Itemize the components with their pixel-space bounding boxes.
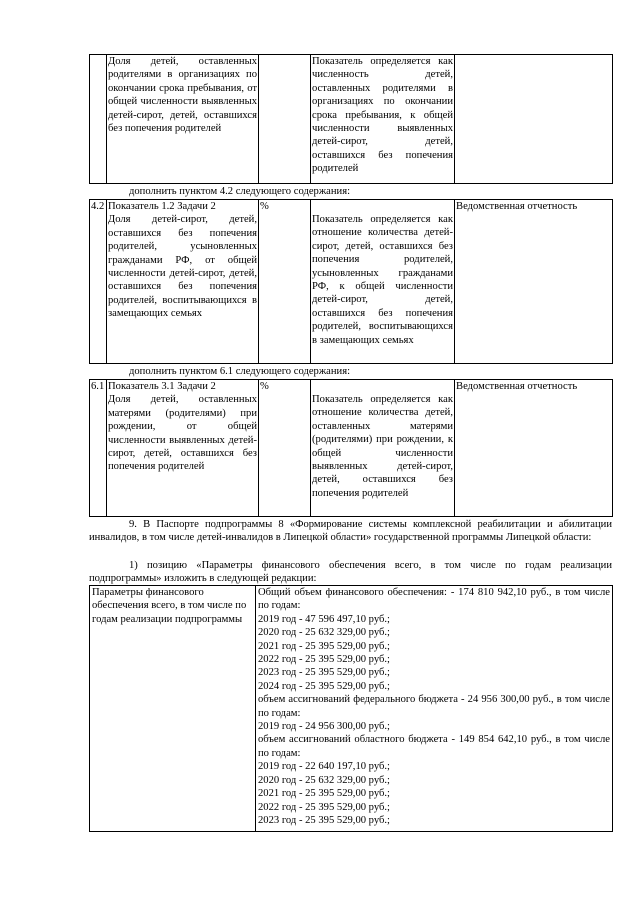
paragraph-9-1: 1) позицию «Параметры финансового обеспечения всего, в том числе по годам реализации подпрограммы» изложить в следующей редакции:: [89, 560, 612, 585]
financing-line: объем ассигнований областного бюджета - 149 854 642,10 руб., в том числе по годам:: [258, 734, 610, 759]
indicator-method: Показатель определяется как численность детей, оставленных родителями в организациях по окончании срока пребывания, к общей численности выявленных детей-сирот, детей, оставшихся без попечения родителей: [311, 55, 455, 184]
unit-cell: %: [259, 380, 311, 517]
financing-line: 2024 год - 25 395 529,00 руб.;: [258, 680, 390, 692]
financing-line: 2019 год - 47 596 497,10 руб.;: [258, 613, 390, 625]
indicator-6-1-table: [89, 379, 613, 517]
amendment-4-2: дополнить пунктом 4.2 следующего содержания:: [129, 186, 351, 197]
financing-line: 2019 год - 22 640 197,10 руб.;: [258, 761, 390, 773]
financing-line: 2022 год - 25 395 529,00 руб.;: [258, 654, 390, 666]
indicator-title: Показатель 1.2 Задачи 2: [108, 201, 216, 212]
financing-values: [256, 586, 613, 832]
indicators-table-continued: [89, 54, 613, 184]
indicator-cell: [107, 200, 259, 364]
indicator-description: Доля детей, оставленных родителями в организациях по окончании срока пребывания, от общей численности выявленных детей-сирот, детей, оставшихся без попечения родителей: [107, 55, 259, 184]
financing-line: объем ассигнований федерального бюджета - 24 956 300,00 руб., в том числе по годам:: [258, 694, 610, 719]
row-number: 4.2: [90, 200, 107, 364]
cell-num: [90, 55, 107, 184]
paragraph-9: 9. В Паспорте подпрограммы 8 «Формирование системы комплексной реабилитации и абилитации инвалидов, в том числе детей-инвалидов в Липецкой области» государственной программы Липецкой области:: [89, 519, 612, 544]
method-cell: [311, 380, 455, 517]
source-cell: Ведомственная отчетность: [455, 380, 613, 517]
financing-line: Общий объем финансового обеспечения: - 174 810 942,10 руб., в том числе по годам:: [258, 587, 610, 612]
financing-line: 2021 год - 25 395 529,00 руб.;: [258, 788, 390, 800]
cell-unit: [259, 55, 311, 184]
unit-cell: %: [259, 200, 311, 364]
financing-line: 2022 год - 25 395 529,00 руб.;: [258, 801, 390, 813]
amendment-6-1: дополнить пунктом 6.1 следующего содержания:: [129, 366, 351, 377]
cell-source: [455, 55, 613, 184]
row-number: 6.1: [90, 380, 107, 517]
financing-table: [89, 585, 613, 832]
financing-line: 2020 год - 25 632 329,00 руб.;: [258, 627, 390, 639]
indicator-description: Доля детей-сирот, детей, оставшихся без попечения родителей, усыновленных гражданами РФ, от общей численности детей-сирот, детей, оставшихся без попечения родителей, воспитывающихся в замещающих семьях: [108, 214, 257, 320]
indicator-method: Показатель определяется как отношение количества детей, оставленных матерями (родителями) при рождении, к общей численности выявленных детей-сирот, детей, оставшихся без попечения родителей: [312, 394, 453, 499]
indicator-title: Показатель 3.1 Задачи 2: [108, 381, 216, 392]
indicator-method: Показатель определяется как отношение количества детей-сирот, детей, оставшихся без попечения родителей, усыновленных гражданами РФ, к общей численности детей-сирот, детей, оставшихся без попечения родителей, воспитывающихся в замещающих семьях: [312, 214, 453, 346]
indicator-cell: [107, 380, 259, 517]
financing-line: 2023 год - 25 395 529,00 руб.;: [258, 667, 390, 679]
financing-line: 2021 год - 25 395 529,00 руб.;: [258, 640, 390, 652]
method-cell: [311, 200, 455, 364]
indicator-description: Доля детей, оставленных матерями (родителями) при рождении, от общей численности выявленных детей-сирот, детей, оставшихся без попечения родителей: [108, 394, 257, 473]
source-cell: Ведомственная отчетность: [455, 200, 613, 364]
financing-line: 2020 год - 25 632 329,00 руб.;: [258, 774, 390, 786]
financing-line: 2019 год - 24 956 300,00 руб.;: [258, 721, 390, 733]
financing-line: 2023 год - 25 395 529,00 руб.;: [258, 814, 390, 826]
indicator-4-2-table: [89, 199, 613, 364]
financing-label: Параметры финансового обеспечения всего, в том числе по годам реализации подпрограммы: [90, 586, 256, 832]
